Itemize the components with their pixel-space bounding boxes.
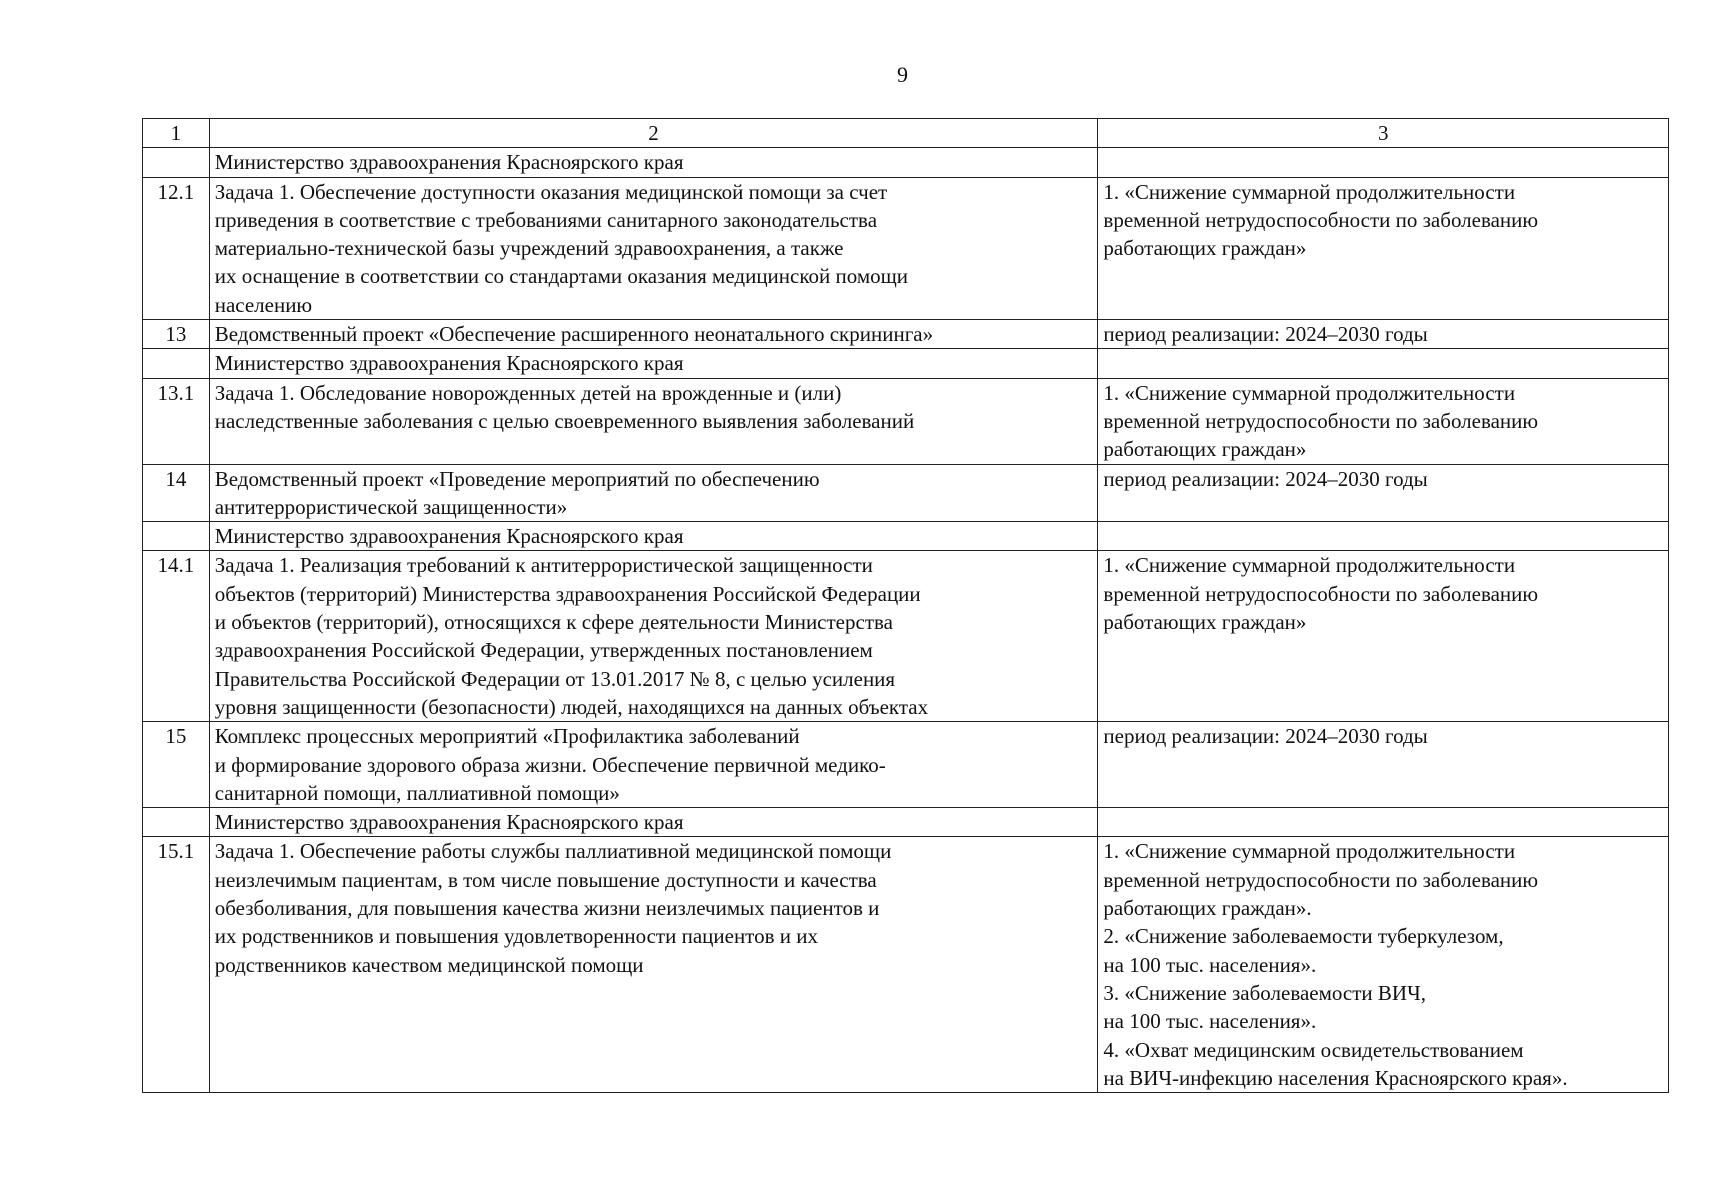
indicator-line: временной нетрудоспособности по заболеванию (1103, 207, 1539, 232)
description-line: санитарной помощи, паллиативной помощи» (214, 780, 620, 805)
description-line: Министерство здравоохранения Красноярского края (214, 351, 684, 376)
description-line: Правительства Российской Федерации от 13.01.2017 № 8, с целью усиления (214, 666, 896, 691)
row-indicator-cell (1098, 464, 1669, 522)
row-number-cell (143, 808, 210, 837)
description-line: неизлечимым пациентам, в том числе повышение доступности и качества (214, 867, 877, 892)
indicator-line: работающих граждан» (1103, 437, 1307, 462)
indicator-line: период реализации: 2024–2030 годы (1103, 322, 1428, 347)
row-indicator-cell (1098, 320, 1669, 349)
row-description-cell (209, 522, 1098, 551)
row-indicator-cell (1098, 177, 1669, 319)
table-row-org (143, 808, 1669, 837)
row-description-cell (209, 808, 1098, 837)
row-number-cell: 14 (143, 464, 210, 522)
indicator-line: 1. «Снижение суммарной продолжительности (1103, 553, 1516, 578)
row-indicator-cell (1098, 551, 1669, 722)
row-description-cell (209, 177, 1098, 319)
row-description-cell (209, 551, 1098, 722)
description-line: и объектов (территорий), относящихся к сфере деятельности Министерства (214, 610, 893, 635)
description-line: наследственные заболевания с целью своевременного выявления заболеваний (214, 408, 915, 433)
indicator-line: работающих граждан». (1103, 896, 1312, 921)
indicator-line: временной нетрудоспособности по заболеванию (1103, 408, 1539, 433)
description-line: Ведомственный проект «Проведение мероприятий по обеспечению (214, 466, 820, 491)
description-line: приведения в соответствие с требованиями санитарного законодательства (214, 207, 878, 232)
description-line: их оснащение в соответствии со стандартами оказания медицинской помощи (214, 264, 909, 289)
row-description-cell (209, 378, 1098, 464)
page-number: 9 (897, 62, 908, 87)
table-row-task (143, 837, 1669, 1093)
row-indicator-cell (1098, 808, 1669, 837)
indicator-line: 2. «Снижение заболеваемости туберкулезом, (1103, 924, 1504, 949)
table-header-row (143, 119, 1669, 148)
row-number-cell: 15 (143, 722, 210, 808)
indicator-line: временной нетрудоспособности по заболеванию (1103, 867, 1539, 892)
description-line: их родственников и повышения удовлетворенности пациентов и их (214, 924, 818, 949)
indicator-line: 1. «Снижение суммарной продолжительности (1103, 179, 1516, 204)
description-line: уровня защищенности (безопасности) людей, находящихся на данных объектах (214, 694, 929, 719)
row-description-cell (209, 722, 1098, 808)
indicator-line: период реализации: 2024–2030 годы (1103, 724, 1428, 749)
row-description-cell (209, 837, 1098, 1093)
header-cell-2: 2 (209, 119, 1098, 148)
description-line: материально-технической базы учреждений здравоохранения, а также (214, 236, 844, 261)
row-number-cell (143, 522, 210, 551)
indicator-line: 3. «Снижение заболеваемости ВИЧ, (1103, 980, 1426, 1005)
indicator-line: 1. «Снижение суммарной продолжительности (1103, 839, 1516, 864)
table-body (143, 119, 1669, 1093)
row-description-cell (209, 349, 1098, 378)
description-line: Министерство здравоохранения Красноярского края (214, 524, 684, 549)
row-indicator-cell (1098, 522, 1669, 551)
table-row-org (143, 522, 1669, 551)
description-line: здравоохранения Российской Федерации, утвержденных постановлением (214, 638, 873, 663)
description-line: и формирование здорового образа жизни. Обеспечение первичной медико- (214, 752, 886, 777)
description-line: Министерство здравоохранения Красноярского края (214, 150, 684, 175)
row-number-cell: 12.1 (143, 177, 210, 319)
description-line: Министерство здравоохранения Красноярского края (214, 810, 684, 835)
description-line: Задача 1. Реализация требований к антитеррористической защищенности (214, 553, 873, 578)
table-row-project (143, 722, 1669, 808)
indicator-line: 4. «Охват медицинским освидетельствованием (1103, 1037, 1524, 1062)
indicator-line: работающих граждан» (1103, 610, 1307, 635)
row-indicator-cell (1098, 837, 1669, 1093)
row-indicator-cell (1098, 378, 1669, 464)
description-line: Ведомственный проект «Обеспечение расширенного неонатального скрининга» (214, 322, 934, 347)
header-cell-1: 1 (143, 119, 210, 148)
row-number-cell: 13 (143, 320, 210, 349)
row-indicator-cell (1098, 148, 1669, 177)
program-structure-table (142, 118, 1669, 1093)
table-row-project (143, 464, 1669, 522)
row-number-cell: 15.1 (143, 837, 210, 1093)
row-number-cell: 14.1 (143, 551, 210, 722)
table-row-org (143, 349, 1669, 378)
description-line: Задача 1. Обеспечение работы службы паллиативной медицинской помощи (214, 839, 892, 864)
row-indicator-cell (1098, 349, 1669, 378)
description-line: антитеррористической защищенности» (214, 494, 568, 519)
description-line: родственников качеством медицинской помощи (214, 952, 644, 977)
row-number-cell: 13.1 (143, 378, 210, 464)
row-number-cell (143, 349, 210, 378)
table-row-task (143, 177, 1669, 319)
row-description-cell (209, 320, 1098, 349)
table-row-task (143, 551, 1669, 722)
row-description-cell (209, 464, 1098, 522)
row-indicator-cell (1098, 722, 1669, 808)
description-line: объектов (территорий) Министерства здравоохранения Российской Федерации (214, 581, 921, 606)
description-line: Комплекс процессных мероприятий «Профилактика заболеваний (214, 724, 800, 749)
indicator-line: временной нетрудоспособности по заболеванию (1103, 581, 1539, 606)
table-row-project (143, 320, 1669, 349)
table-row-task (143, 378, 1669, 464)
description-line: населению (214, 292, 313, 317)
indicator-line: на 100 тыс. населения». (1103, 1009, 1317, 1034)
indicator-line: работающих граждан» (1103, 236, 1307, 261)
indicator-line: период реализации: 2024–2030 годы (1103, 466, 1428, 491)
header-cell-3: 3 (1098, 119, 1669, 148)
row-number-cell (143, 148, 210, 177)
description-line: Задача 1. Обеспечение доступности оказания медицинской помощи за счет (214, 179, 888, 204)
description-line: Задача 1. Обследование новорожденных детей на врожденные и (или) (214, 380, 842, 405)
row-description-cell (209, 148, 1098, 177)
indicator-line: на ВИЧ-инфекцию населения Красноярского края». (1103, 1065, 1568, 1090)
indicator-line: на 100 тыс. населения». (1103, 952, 1317, 977)
description-line: обезболивания, для повышения качества жизни неизлечимых пациентов и (214, 896, 880, 921)
indicator-line: 1. «Снижение суммарной продолжительности (1103, 380, 1516, 405)
table-row-org (143, 148, 1669, 177)
